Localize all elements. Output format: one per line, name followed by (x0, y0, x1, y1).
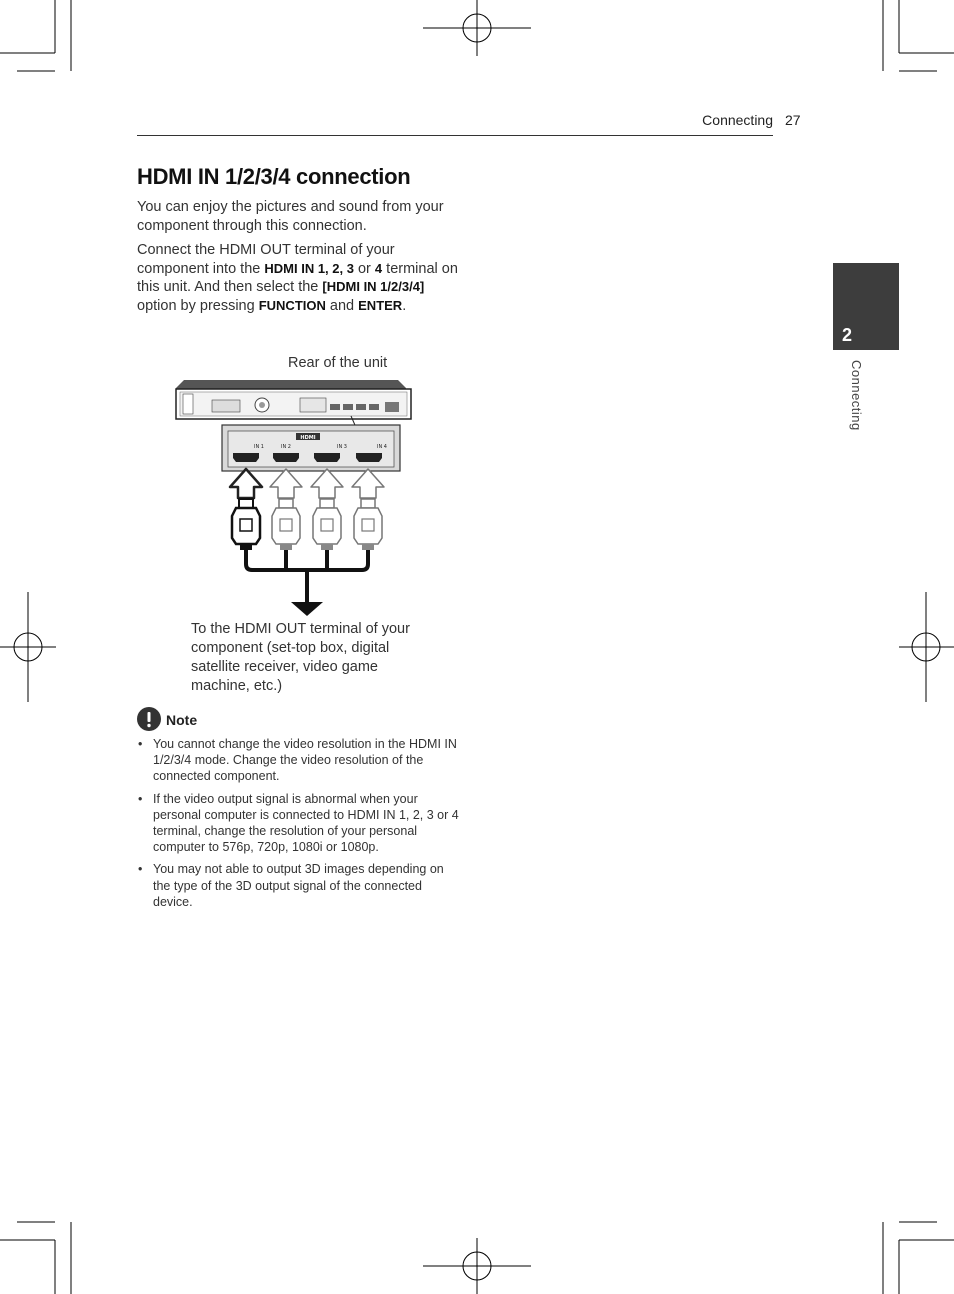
hdmi-plug-4 (354, 499, 382, 550)
output-arrow-icon (291, 602, 323, 616)
instruction-text-2: or (353, 260, 375, 277)
instruction-term-option: [HDMI IN 1/2/3/4] (322, 279, 425, 294)
note-item (137, 736, 459, 785)
instruction-term-function: FUNCTION (258, 297, 326, 313)
port-label-in2: IN 2 (281, 444, 291, 450)
rear-unit-label: Rear of the unit (288, 355, 388, 371)
page-number: 27 (785, 112, 801, 128)
panel-logo: HDMI (300, 435, 316, 441)
hdmi-port-1 (233, 453, 259, 462)
hdmi-plug-3 (313, 499, 341, 550)
hdmi-port-3 (314, 453, 340, 462)
hdmi-plug-2 (272, 499, 300, 550)
page-title: HDMI IN 1/2/3/4 connection (137, 164, 411, 189)
instruction-text-1: Connect the HDMI OUT terminal of your component into the (137, 242, 395, 277)
exclamation-icon (137, 707, 163, 733)
bullet: • (138, 791, 143, 806)
bullet: • (138, 862, 143, 877)
instruction-term-enter: ENTER (358, 297, 403, 313)
hdmi-port-4 (356, 453, 382, 462)
note-item (137, 791, 459, 856)
cable-bracket (246, 550, 368, 603)
note-item-text: You cannot change the video resolution in the HDMI IN 1/2/3/4 mode. Change the video resolution of the connected component. (153, 737, 457, 784)
output-destination-label: To the HDMI OUT terminal of your component (set-top box, digital satellite receiver, video game machine, etc.) (191, 621, 410, 694)
port-label-in4: IN 4 (377, 444, 387, 450)
note-item-text: If the video output signal is abnormal when your personal computer is connected to HDMI IN 1, 2, 3 or 4 terminal, change the resolution of your personal computer to 576p, 720p, 1080i or 1080p. (153, 791, 459, 855)
running-header-section: Connecting (702, 112, 773, 128)
instruction-text-5: and (325, 297, 359, 314)
hdmi-port-2 (273, 453, 299, 462)
instruction-text-4: option by pressing (137, 297, 259, 314)
port-label-in1: IN 1 (254, 444, 264, 450)
chapter-number: 2 (842, 325, 853, 345)
instruction-term-hdmi-in: HDMI IN 1, 2, 3 (264, 260, 354, 276)
note-item-text: You may not able to output 3D images depending on the type of the 3D output signal of the connected device. (153, 862, 444, 909)
instruction-term-4: 4 (374, 260, 383, 276)
intro-paragraph: You can enjoy the pictures and sound from your component through this connection. (137, 199, 444, 234)
rear-unit-illustration (176, 380, 411, 432)
note-title: Note (166, 712, 198, 728)
insertion-arrows (230, 469, 384, 498)
hdmi-plug-1 (232, 499, 260, 550)
note-list (137, 736, 459, 916)
note-item (137, 861, 459, 910)
note-heading (137, 707, 257, 733)
instruction-text-3: terminal on this unit. And then select the (137, 260, 458, 295)
hdmi-panel-zoom (222, 425, 400, 471)
instruction-text-6: . (402, 297, 407, 314)
bullet: • (138, 737, 143, 751)
port-label-in3: IN 3 (337, 444, 347, 450)
chapter-tab-label-text: Connecting (849, 360, 864, 431)
hdmi-plugs (232, 499, 382, 550)
